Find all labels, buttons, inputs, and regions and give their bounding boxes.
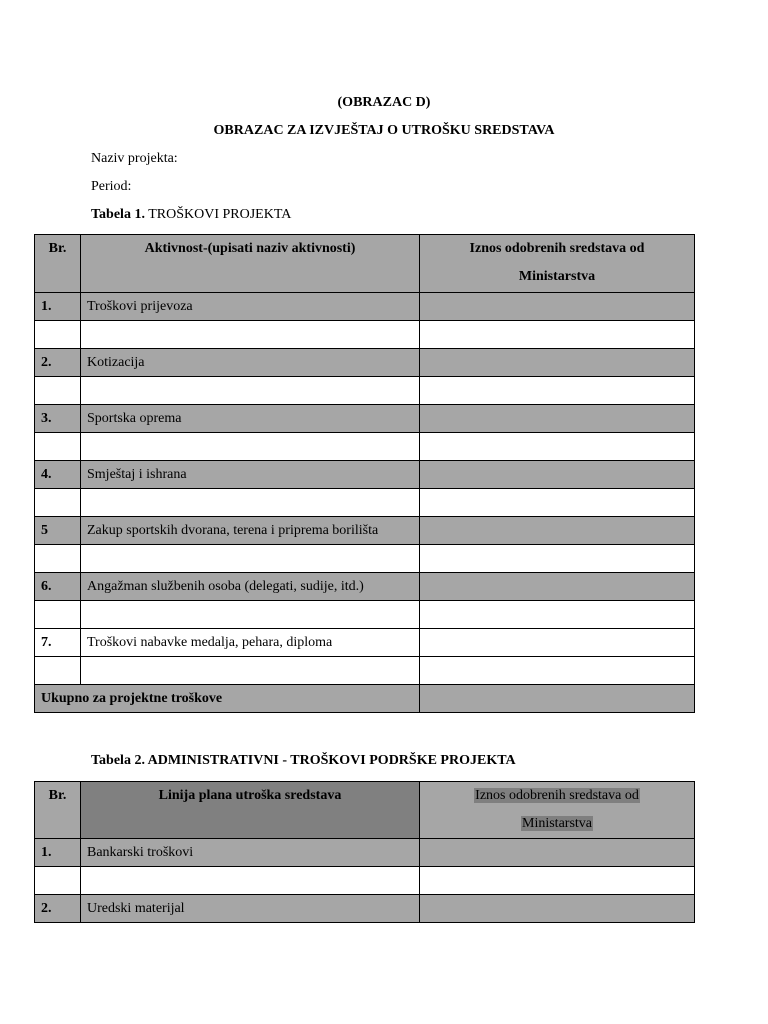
row-label: Smještaj i ishrana [81, 461, 420, 489]
row-label: Troškovi prijevoza [81, 293, 420, 321]
row-number: 2. [35, 895, 81, 923]
row-label: Uredski materijal [81, 895, 420, 923]
blank-cell[interactable] [35, 377, 81, 405]
row-number: 4. [35, 461, 81, 489]
col-header-amount-line2-text: Ministarstva [522, 816, 592, 831]
blank-cell[interactable] [81, 601, 420, 629]
table-header-row [35, 782, 695, 839]
table-row-blank [35, 867, 695, 895]
blank-cell[interactable] [81, 321, 420, 349]
total-label: Ukupno za projektne troškove [35, 685, 420, 713]
row-number: 1. [35, 839, 81, 867]
col-header-amount-line2: Ministarstva [518, 269, 596, 284]
form-title: OBRAZAC ZA IZVJEŠTAJ O UTROŠKU SREDSTAVA [213, 123, 555, 138]
table2-caption-prefix: Tabela 2. [91, 753, 145, 768]
amount-cell[interactable] [420, 839, 695, 867]
row-label: Zakup sportskih dvorana, terena i priprema borilišta [81, 517, 420, 545]
row-number: 2. [35, 349, 81, 377]
table-row-blank [35, 433, 695, 461]
total-amount-cell[interactable] [420, 685, 695, 713]
blank-cell[interactable] [81, 433, 420, 461]
table1-caption-text: TROŠKOVI PROJEKTA [144, 207, 292, 222]
amount-cell[interactable] [420, 461, 695, 489]
col-header-amount-line1 [426, 782, 688, 810]
col-header-amount [420, 235, 695, 293]
row-label: Troškovi nabavke medalja, pehara, diploma [81, 629, 420, 657]
table-header-row [35, 235, 695, 293]
table-row-blank [35, 321, 695, 349]
amount-cell[interactable] [420, 895, 695, 923]
blank-cell[interactable] [420, 601, 695, 629]
table-row-blank [35, 377, 695, 405]
costs-table [34, 234, 695, 713]
row-number: 7. [35, 629, 81, 657]
blank-cell[interactable] [420, 545, 695, 573]
row-number: 1. [35, 293, 81, 321]
amount-cell[interactable] [420, 629, 695, 657]
blank-cell[interactable] [420, 489, 695, 517]
table-row-blank [35, 601, 695, 629]
row-number: 6. [35, 573, 81, 601]
col-header-no: Br. [35, 235, 81, 293]
row-label: Angažman službenih osoba (delegati, sudije, itd.) [81, 573, 420, 601]
form-code: (OBRAZAC D) [337, 95, 431, 110]
table-row [35, 405, 695, 433]
amount-cell[interactable] [420, 349, 695, 377]
blank-cell[interactable] [81, 867, 420, 895]
blank-cell[interactable] [35, 321, 81, 349]
blank-cell[interactable] [420, 321, 695, 349]
blank-cell[interactable] [35, 601, 81, 629]
blank-cell[interactable] [420, 657, 695, 685]
table-row [35, 895, 695, 923]
col-header-no [35, 782, 81, 839]
admin-costs-table [34, 781, 695, 923]
blank-cell[interactable] [420, 433, 695, 461]
blank-cell[interactable] [35, 867, 81, 895]
table-row [35, 839, 695, 867]
row-label: Sportska oprema [81, 405, 420, 433]
row-number: 5 [35, 517, 81, 545]
col-header-no-text: Br. [48, 788, 67, 803]
table-row [35, 517, 695, 545]
table-row-blank [35, 657, 695, 685]
amount-cell[interactable] [420, 405, 695, 433]
table-row [35, 349, 695, 377]
blank-cell[interactable] [35, 657, 81, 685]
row-number: 3. [35, 405, 81, 433]
blank-cell[interactable] [420, 377, 695, 405]
period-label: Period: [91, 179, 132, 194]
blank-cell[interactable] [420, 867, 695, 895]
project-name-label: Naziv projekta: [91, 151, 178, 166]
blank-cell[interactable] [35, 489, 81, 517]
table1-caption [91, 207, 291, 223]
table-row-blank [35, 545, 695, 573]
amount-cell[interactable] [420, 573, 695, 601]
table1-caption-prefix: Tabela 1. [91, 207, 145, 222]
col-header-amount-line2 [426, 810, 688, 838]
col-header-amount [420, 782, 695, 839]
table-row [35, 629, 695, 657]
table-row [35, 573, 695, 601]
blank-cell[interactable] [35, 545, 81, 573]
table2-caption-text: ADMINISTRATIVNI - TROŠKOVI PODRŠKE PROJEKTA [144, 753, 516, 768]
col-header-amount-line1-text: Iznos odobrenih sredstava od [475, 788, 639, 803]
col-header-line: Linija plana utroška sredstava [81, 782, 420, 839]
blank-cell[interactable] [81, 657, 420, 685]
row-label: Kotizacija [81, 349, 420, 377]
row-label: Bankarski troškovi [81, 839, 420, 867]
amount-cell[interactable] [420, 517, 695, 545]
table-row [35, 461, 695, 489]
col-header-activity: Aktivnost-(upisati naziv aktivnosti) [81, 235, 420, 293]
table2-caption [91, 753, 516, 769]
blank-cell[interactable] [81, 489, 420, 517]
table-row-blank [35, 489, 695, 517]
amount-cell[interactable] [420, 293, 695, 321]
blank-cell[interactable] [81, 545, 420, 573]
blank-cell[interactable] [35, 433, 81, 461]
table-row [35, 293, 695, 321]
total-row [35, 685, 695, 713]
blank-cell[interactable] [81, 377, 420, 405]
col-header-amount-line1: Iznos odobrenih sredstava od [469, 241, 645, 256]
